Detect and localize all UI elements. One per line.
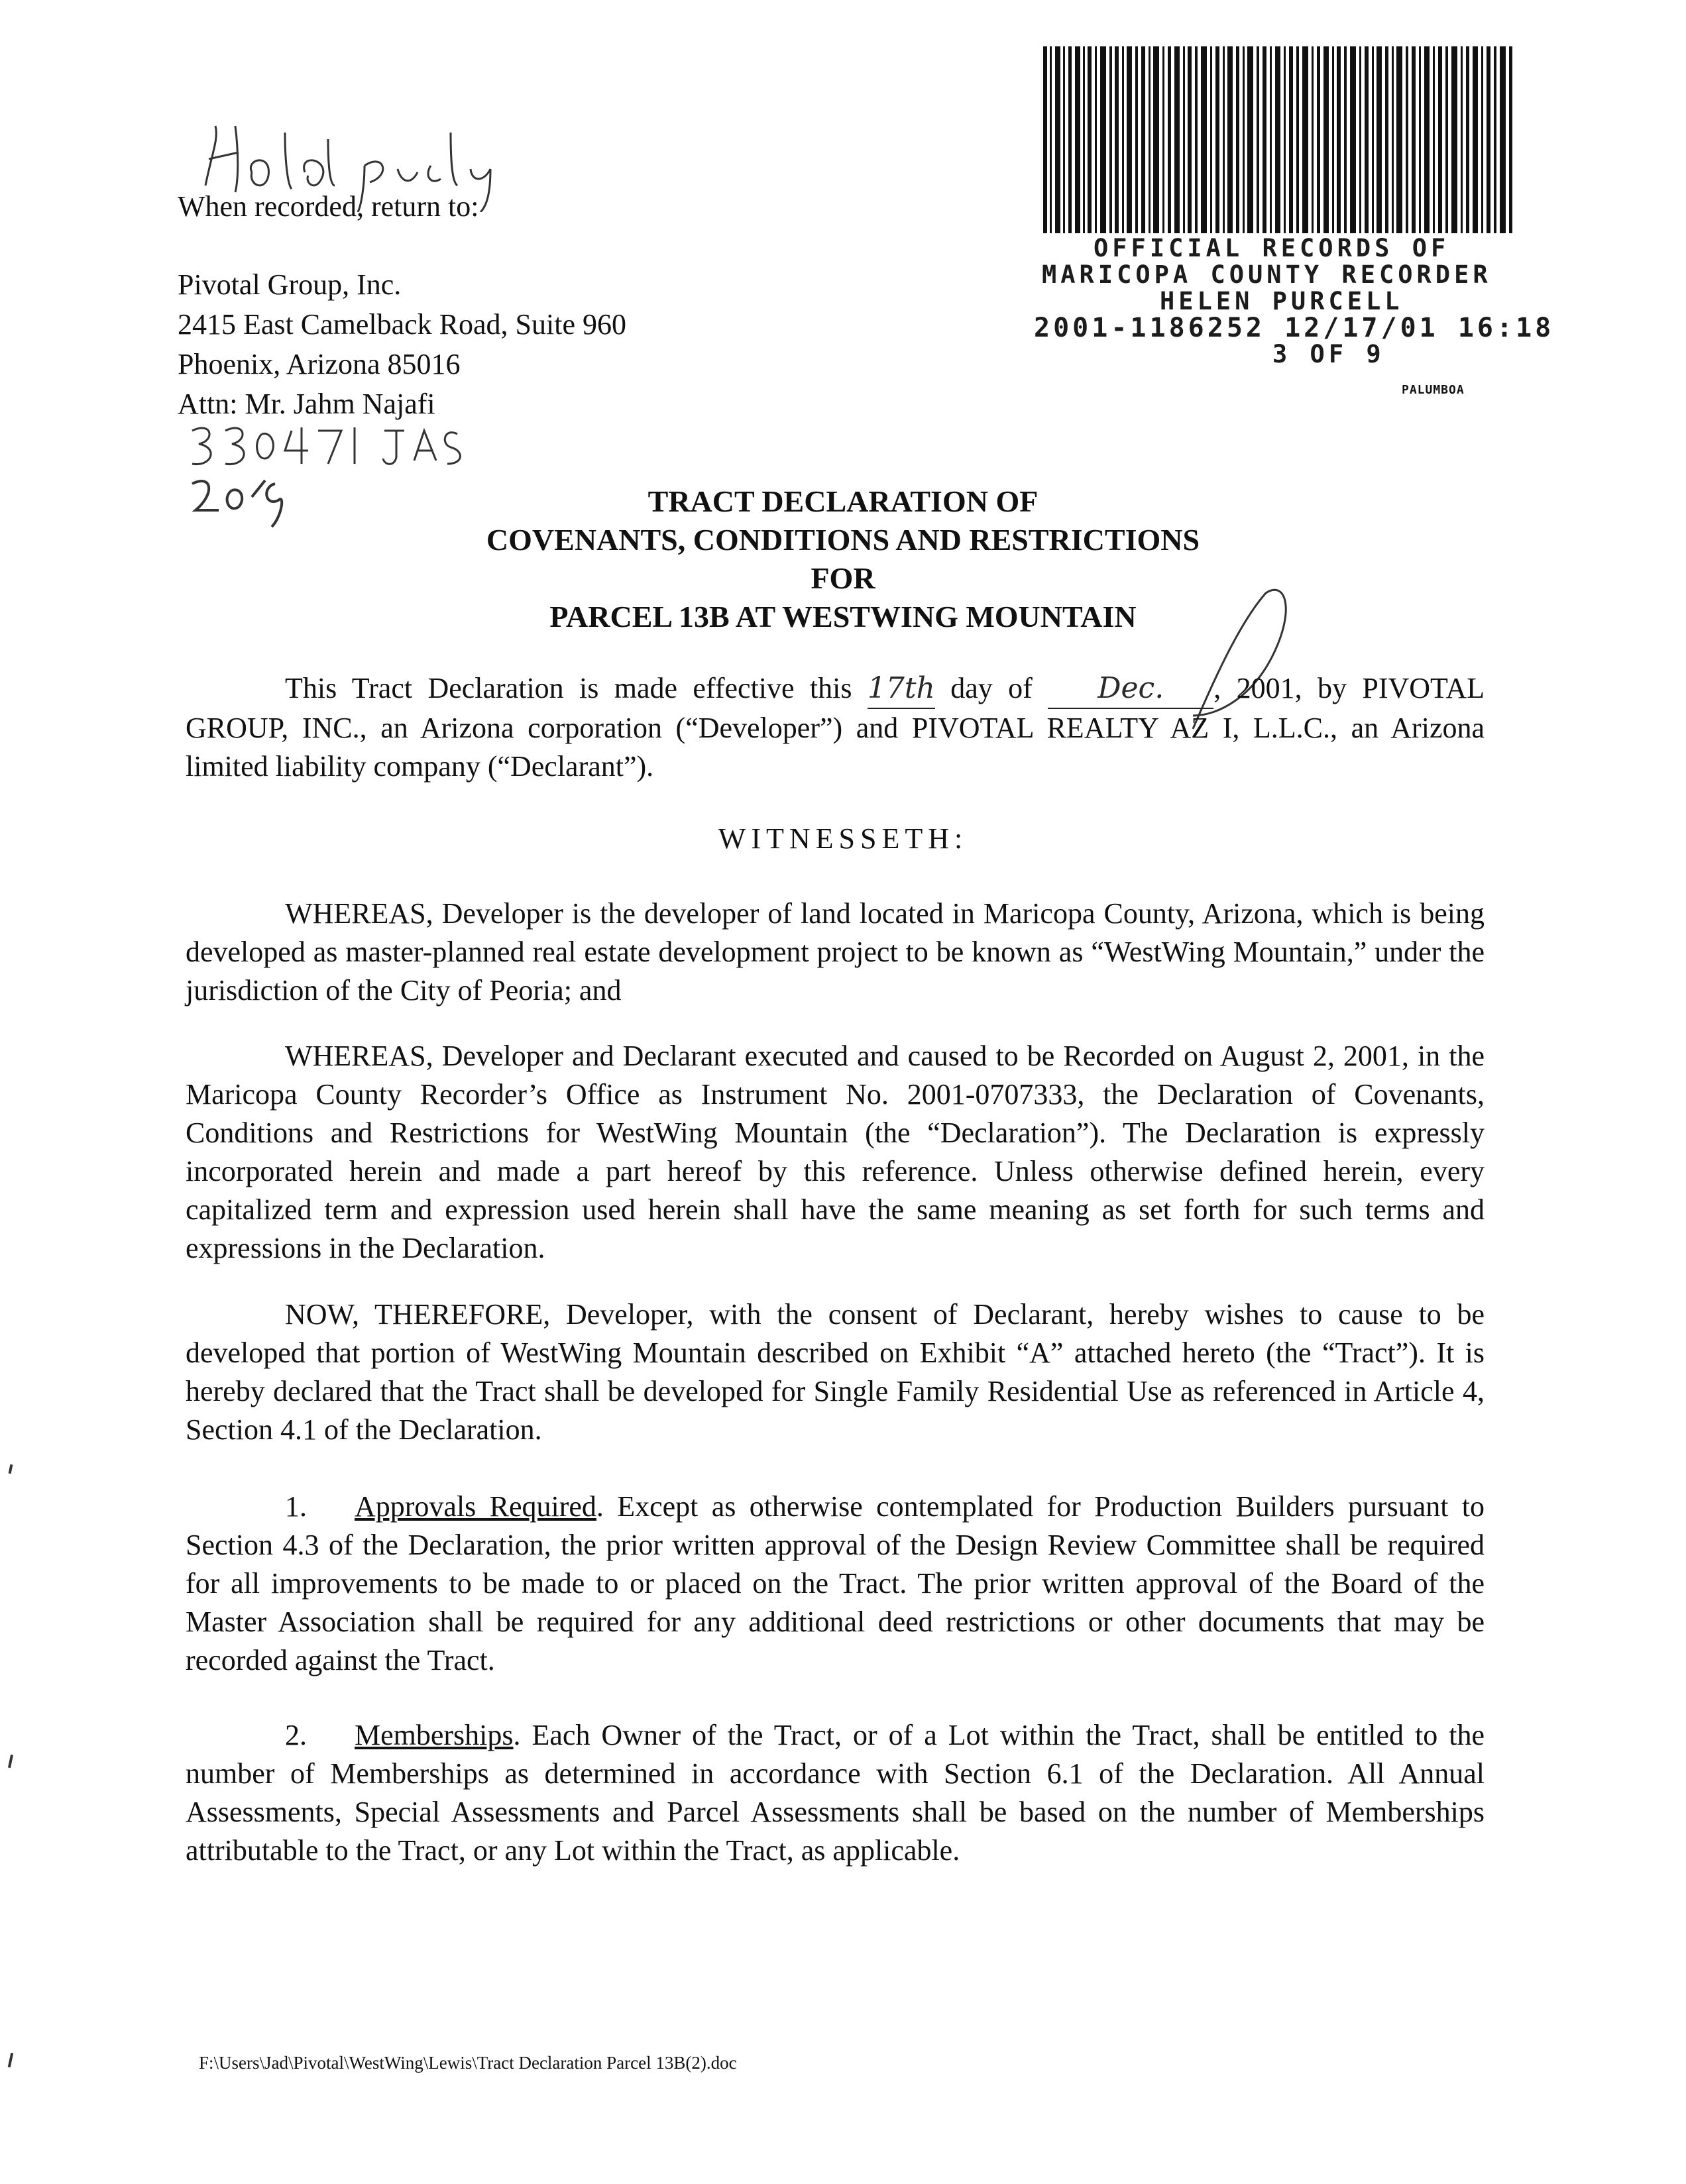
section-text: . Each Owner of the Tract, or of a Lot within the Tract, shall be entitled to the number of Memberships as determined in accordance with Section 6.1 of the Declaration. All Annual Assessments, Special Assessments and Parcel Assessments shall be based on the number of Memberships attributable to the Tract, or any Lot within the Tract, as applicable.: [186, 1719, 1485, 1867]
witnesseth-heading: WITNESSETH:: [718, 822, 968, 855]
scan-mark: [8, 1755, 13, 1768]
intro-text-end: , 2001, by PIVOTAL GROUP, INC., an Arizona corporation (“Developer”) and PIVOTAL REALTY AZ I, L.L.C., an Arizona limited liability company (“Declarant”).: [186, 672, 1485, 783]
section-number: 2.: [285, 1719, 307, 1751]
stamp-time: 16:18: [1457, 313, 1555, 343]
stamp-date: 12/17/01: [1284, 313, 1439, 343]
section-heading: Approvals Required: [355, 1490, 596, 1523]
stamp-line: OFFICIAL RECORDS OF: [1094, 234, 1450, 262]
title-line: PARCEL 13B AT WESTWING MOUNTAIN: [549, 600, 1137, 633]
document-title: [0, 482, 1686, 636]
whereas-paragraph-1: [186, 895, 1485, 1010]
scan-mark: [9, 1464, 13, 1474]
stamp-line: MARICOPA COUNTY RECORDER: [1042, 260, 1492, 289]
scan-mark: [8, 2053, 13, 2067]
return-address-line: Phoenix, Arizona 85016: [178, 348, 461, 380]
handwritten-month: Dec.: [1048, 669, 1213, 709]
whereas-1-text: WHEREAS, Developer is the developer of land located in Maricopa County, Arizona, which is being developed as master-planned real estate development project to be known as “WestWing Mountain,” under the jurisdiction of the City of Peoria; and: [186, 897, 1485, 1007]
whereas-paragraph-2: [186, 1037, 1485, 1268]
return-address-line: 2415 East Camelback Road, Suite 960: [178, 308, 626, 341]
stamp-line: HELEN PURCELL: [1160, 287, 1404, 315]
handwritten-day: 17th: [868, 669, 935, 709]
whereas-2-text: WHEREAS, Developer and Declarant executed and caused to be Recorded on August 2, 2001, in the Maricopa County Recorder’s Office as Instrument No. 2001-0707333, the Declaration of Covenants, Conditions and Restrictions for WestWing Mountain (the “Declaration”). The Declaration is expressly incorporated herein and made a part hereof by this reference. Unless otherwise defined herein, every capitalized term and expression used herein shall have the same meaning as set forth for such terms and expressions in the Declaration.: [186, 1040, 1485, 1264]
section-memberships: [186, 1716, 1485, 1870]
return-address-line: Pivotal Group, Inc.: [178, 268, 402, 301]
intro-paragraph: [186, 669, 1485, 786]
return-address: [178, 265, 626, 424]
section-heading: Memberships: [355, 1719, 514, 1751]
section-approvals-required: [186, 1488, 1485, 1680]
now-therefore-text: NOW, THEREFORE, Developer, with the consent of Declarant, hereby wishes to cause to be developed that portion of WestWing Mountain described on Exhibit “A” attached hereto (the “Tract”). It is hereby declared that the Tract shall be developed for Single Family Residential Use as referenced in Article 4, Section 4.1 of the Declaration.: [186, 1298, 1485, 1446]
intro-day-of: day of: [950, 672, 1033, 704]
return-to-label: When recorded, return to:: [178, 190, 479, 223]
file-path-footer: F:\Users\Jad\Pivotal\WestWing\Lewis\Tract Declaration Parcel 13B(2).doc: [199, 2053, 737, 2073]
section-number: 1.: [285, 1490, 307, 1523]
intro-text-start: This Tract Declaration is made effective this: [285, 672, 852, 704]
title-line: TRACT DECLARATION OF: [647, 484, 1039, 518]
recording-barcode: [1039, 46, 1516, 233]
return-address-line: Attn: Mr. Jahm Najafi: [178, 388, 435, 420]
title-line: FOR: [811, 561, 875, 595]
title-line: COVENANTS, CONDITIONS AND RESTRICTIONS: [486, 523, 1200, 557]
stamp-clerk: PALUMBOA: [1402, 383, 1465, 397]
stamp-instrument-number: 2001-1186252: [1034, 313, 1265, 343]
recorder-stamp: [1034, 235, 1564, 368]
stamp-pages: 3 OF 9: [1272, 340, 1385, 368]
section-text: . Except as otherwise contemplated for Production Builders pursuant to Section 4.3 of the Declaration, the prior written approval of the Design Review Committee shall be required for all improvements to be made to or placed on the Tract. The prior written approval of the Board of the Master Association shall be required for any additional deed restrictions or other documents that may be recorded against the Tract.: [186, 1490, 1485, 1676]
now-therefore-paragraph: [186, 1295, 1485, 1449]
